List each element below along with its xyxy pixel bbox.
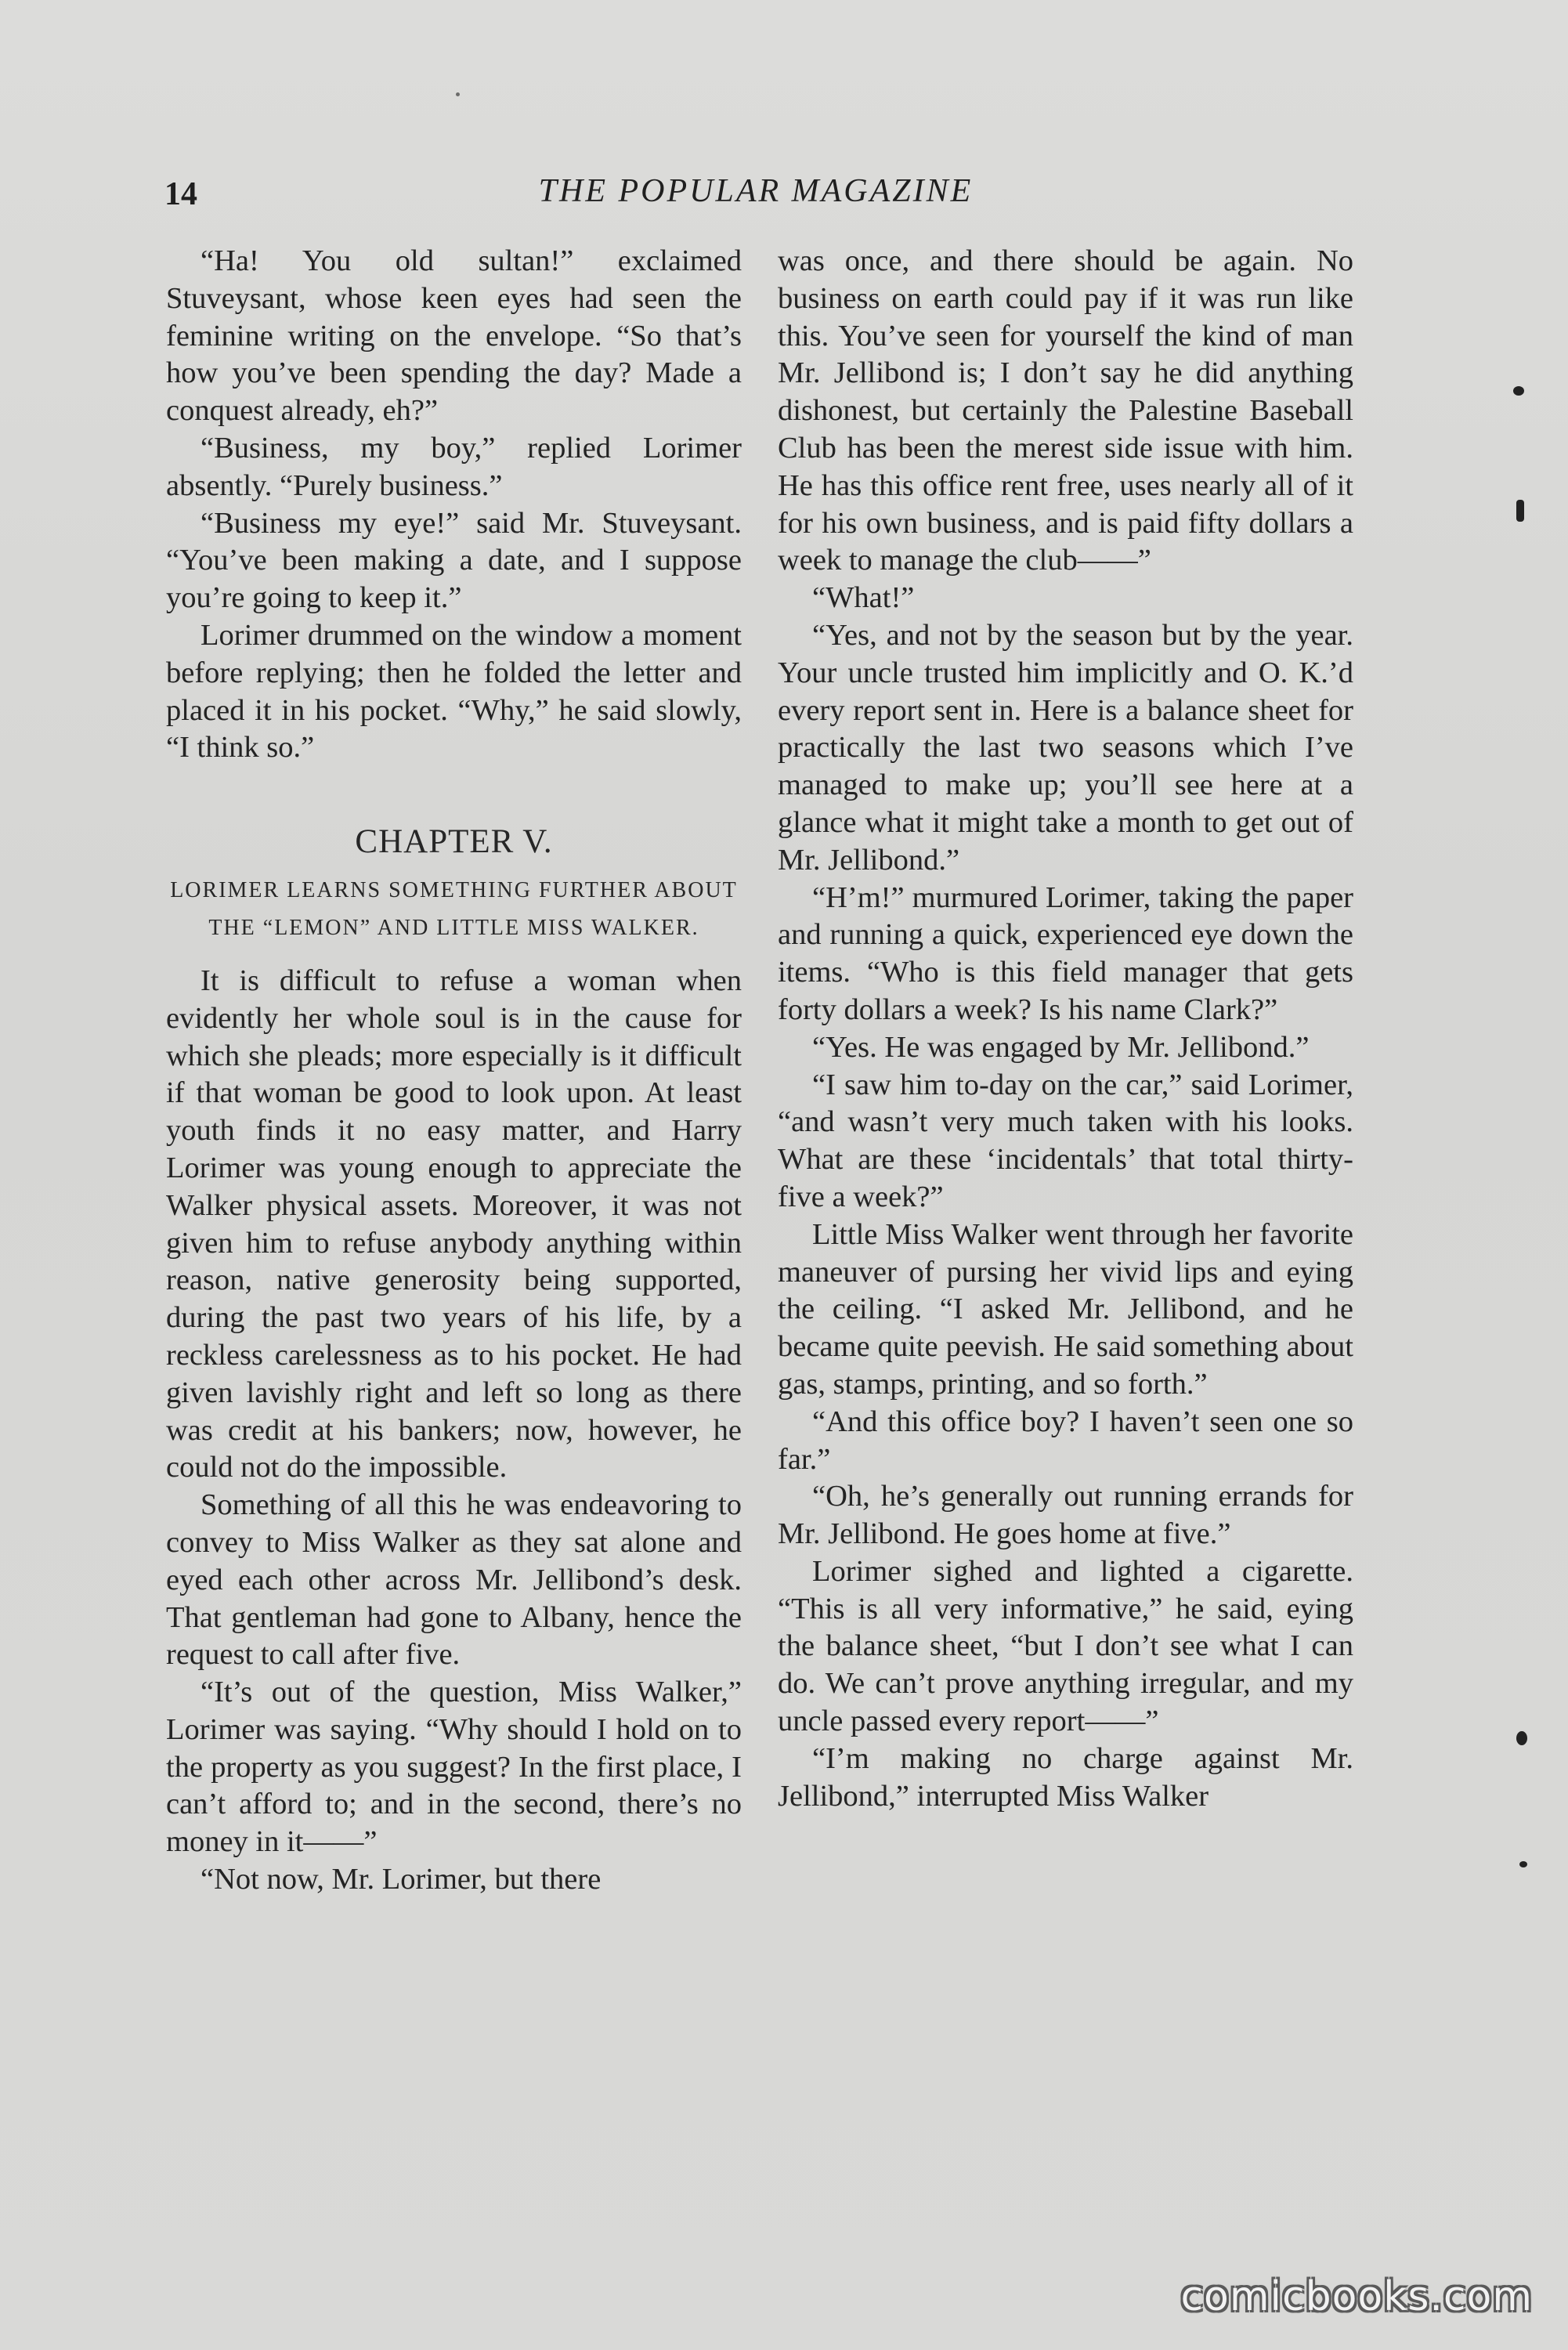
paragraph: “I’m making no charge against Mr. Jellibond,” interrupted Miss Walker: [778, 1741, 1353, 1813]
paragraph: “Yes, and not by the season but by the year. Your uncle trusted him implicitly and O. K.’d every report sent in. Here is a balance sheet for practically the last two seasons which I’ve managed to make up; you’ll see here at a glance what it might take a month to get out of Mr. Jellibond.”: [778, 618, 1353, 877]
paragraph: Lorimer drummed on the window a moment before replying; then he folded the letter and placed it in his pocket. “Why,” he said slowly, “I think so.”: [166, 618, 742, 765]
page-number: 14: [164, 176, 197, 212]
paragraph: Little Miss Walker went through her favorite maneuver of pursing her vivid lips and eying the ceiling. “I asked Mr. Jellibond, and he became quite peevish. He said something about gas, stamps, printing, and so forth.”: [778, 1217, 1353, 1401]
paragraph: Something of all this he was endeavoring to convey to Miss Walker as they sat alone and eyed each other across Mr. Jellibond’s desk. That gentleman had gone to Albany, hence the request to call after five.: [166, 1488, 742, 1672]
page-header: [164, 172, 1347, 219]
paragraph: “Not now, Mr. Lorimer, but there: [201, 1863, 602, 1896]
watermark: comicbooks.com: [1180, 2273, 1533, 2320]
ink-speck: [1519, 1861, 1527, 1867]
chapter-title: CHAPTER V.: [355, 823, 553, 861]
paragraph: “H’m!” murmured Lorimer, taking the paper and running a quick, experienced eye down the items. “Who is this field manager that gets forty dollars a week? Is his name Clark?”: [778, 880, 1353, 1026]
paragraph: “Business my eye!” said Mr. Stuveysant. “You’ve been making a date, and I suppose you’re going to keep it.”: [166, 506, 742, 615]
paragraph: “It’s out of the question, Miss Walker,” Lorimer was saying. “Why should I hold on to the property as you suggest? In the first place, I can’t afford to; and in the second, there’s no money in it——”: [166, 1676, 742, 1859]
paragraph-continued: was once, and there should be again. No business on earth could pay if it was run like this. You’ve seen for yourself the kind of man Mr. Jellibond is; I don’t say he did anything dishonest, but certainly the Palestine Baseball Club has been the merest side issue with him. He has this office rent free, uses nearly all of it for his own business, and is paid fifty dollars a week to manage the club——”: [778, 244, 1353, 577]
running-head: THE POPULAR MAGAZINE: [538, 173, 974, 209]
left-column: [166, 243, 742, 1899]
ink-speck: [1516, 500, 1524, 522]
paragraph: “Ha! You old sultan!” exclaimed Stuveysant, whose keen eyes had seen the feminine writing on the envelope. “So that’s how you’ve been spending the day? Made a conquest already, eh?”: [166, 244, 742, 428]
paragraph: “What!”: [812, 581, 915, 615]
paragraph: “Oh, he’s generally out running errands for Mr. Jellibond. He goes home at five.”: [778, 1480, 1353, 1551]
paragraph: “And this office boy? I haven’t seen one so far.”: [778, 1405, 1353, 1476]
paragraph: “I saw him to-day on the car,” said Lorimer, “and wasn’t very much taken with his looks. What are these ‘incidentals’ that total thirty-five a week?”: [778, 1068, 1353, 1213]
paragraph: Lorimer sighed and lighted a cigarette. “This is all very informative,” he said, eying the balance sheet, “but I don’t see what I can do. We can’t prove anything irregular, and my uncle passed every report——”: [778, 1554, 1353, 1738]
paragraph: “Business, my boy,” replied Lorimer absently. “Purely business.”: [166, 431, 742, 502]
paragraph: It is difficult to refuse a woman when evidently her whole soul is in the cause for which she pleads; more especially is it difficult if that woman be good to look upon. At least youth finds it no easy matter, and Harry Lorimer was young enough to appreciate the Walker physical assets. Moreover, it was not given him to refuse anybody anything within reason, native generosity being supported, during the past two years of his life, by a reckless carelessness as to his pocket. He had given lavishly right and left so long as there was credit at his bankers; now, however, he could not do the impossible.: [166, 964, 742, 1484]
ink-speck: [1516, 1731, 1527, 1745]
paragraph: “Yes. He was engaged by Mr. Jellibond.”: [812, 1030, 1310, 1064]
right-column: [778, 243, 1353, 1815]
chapter-subtitle: LORIMER LEARNS SOMETHING FURTHER ABOUT THE “LEMON” AND LITTLE MISS WALKER.: [170, 877, 738, 940]
ink-speck: [456, 92, 460, 96]
ink-speck: [1513, 386, 1524, 396]
